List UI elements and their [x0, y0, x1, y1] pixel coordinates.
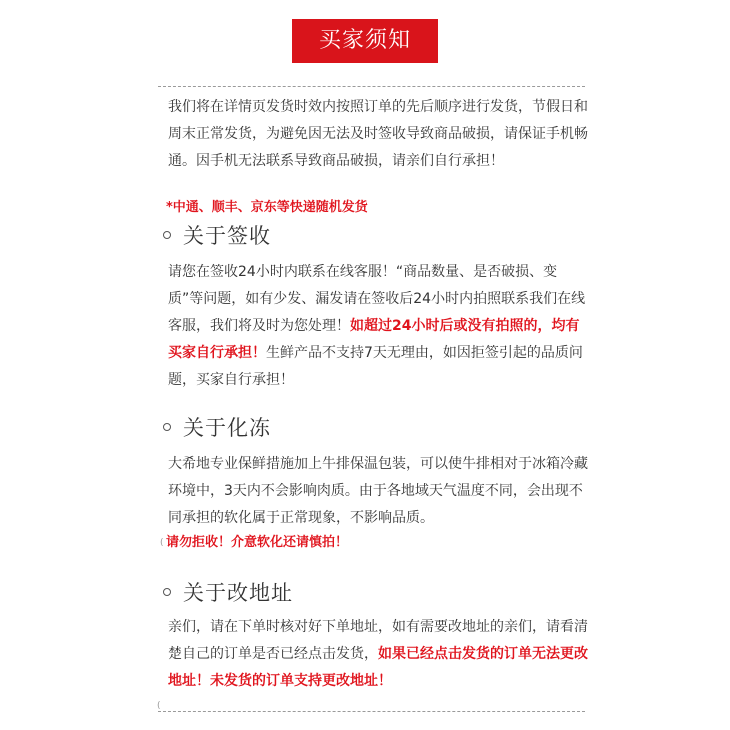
- receipt-text-after: 生鲜产品不支持7天无理由，如因拒签引起的品质问题，买家自行承担！: [168, 345, 583, 388]
- decorative-mark: (: [160, 538, 164, 548]
- address-text: 亲们，请在下单时核对好下单地址，如有需要改地址的亲们，请看清楚自己的订单是否已经点击发货，: [168, 619, 588, 662]
- receipt-warning: 如超过24小时后或没有拍照的，均有买家自行承担！: [168, 318, 580, 361]
- top-divider: [158, 86, 585, 87]
- thaw-warning: 请勿拒收！介意软化还请慎拍！: [166, 535, 349, 550]
- decorative-mark: (: [157, 701, 161, 711]
- section-title: 关于化冻: [183, 416, 271, 440]
- receipt-text: 请您在签收24小时内联系在线客服！“商品数量、是否破损、变质”等问题，如有少发、漏发请在签收后24小时内拍照联系我们在线客服，我们将及时为您处理！: [168, 264, 586, 334]
- section-title: 关于签收: [183, 224, 271, 248]
- address-warning: 如果已经点击发货的订单无法更改地址！未发货的订单支持更改地址！: [168, 646, 588, 689]
- address-paragraph: [168, 614, 588, 695]
- circle-bullet-icon: [163, 588, 171, 596]
- section-heading-address: [163, 577, 293, 607]
- page-title-badge: 买家须知: [292, 19, 438, 63]
- thaw-paragraph: 大希地专业保鲜措施加上牛排保温包装，可以使牛排相对于冰箱冷藏环境中，3天内不会影响肉质。由于各地域天气温度不同，会出现不同承担的软化属于正常现象，不影响品质。: [168, 456, 588, 526]
- section-title: 关于改地址: [183, 581, 293, 605]
- section-heading-receipt: [163, 220, 271, 250]
- section-heading-thaw: [163, 412, 271, 442]
- circle-bullet-icon: [163, 231, 171, 239]
- receipt-paragraph: [168, 259, 588, 394]
- circle-bullet-icon: [163, 423, 171, 431]
- courier-note: *中通、顺丰、京东等快递随机发货: [166, 200, 368, 215]
- bottom-divider: [158, 711, 585, 712]
- intro-paragraph: 我们将在详情页发货时效内按照订单的先后顺序进行发货，节假日和周末正常发货，为避免因无法及时签收导致商品破损，请保证手机畅通。因手机无法联系导致商品破损，请亲们自行承担！: [168, 99, 588, 169]
